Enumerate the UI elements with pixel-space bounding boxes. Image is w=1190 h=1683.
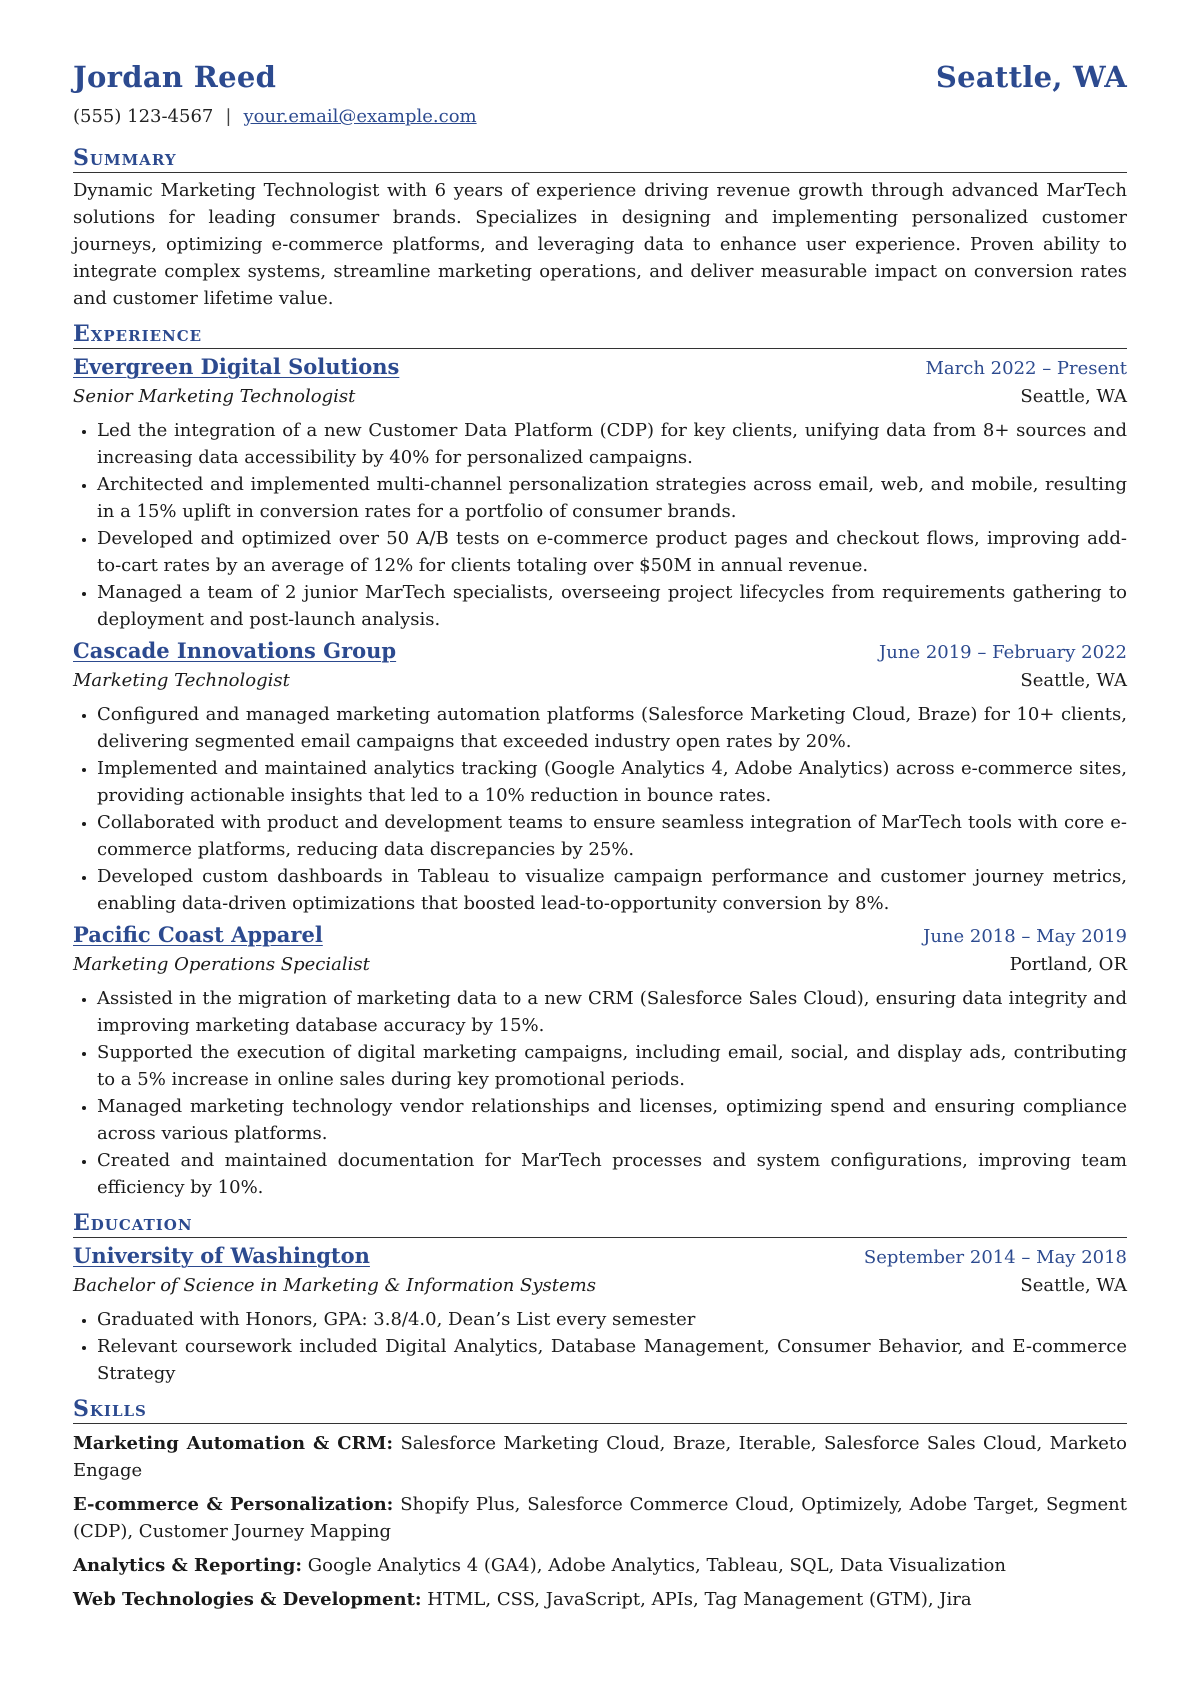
bullet-item: • Configured and managed marketing automation platforms (Salesforce Marketing Cloud, Braze) for 10+ clients, delivering segmented email campaigns that exceeded industry open rates by 20%. (97, 701, 1127, 755)
bullet-item: • Assisted in the migration of marketing data to a new CRM (Salesforce Sales Cloud), ensuring data integrity and improving marketing database accuracy by 15%. (97, 985, 1127, 1039)
bullet-item: • Led the integration of a new Customer Data Platform (CDP) for key clients, unifying data from 8+ sources and increasing data accessibility by 40% for personalized campaigns. (97, 417, 1127, 471)
skill-line (73, 1430, 1127, 1484)
job-dates: March 2022 – Present (925, 358, 1127, 379)
contact-separator: | (225, 106, 232, 127)
bullet-item: • Developed and optimized over 50 A/B tests on e-commerce product pages and checkout flows, improving add-to-cart rates by an average of 12% for clients totaling over $50M in annual revenue. (97, 525, 1127, 579)
candidate-location: Seattle, WA (935, 60, 1127, 94)
bullet-item: • Relevant coursework included Digital Analytics, Database Management, Consumer Behavior, and E-commerce Strategy (97, 1333, 1127, 1387)
company-name[interactable]: Cascade Innovations Group (73, 638, 397, 663)
job-entry (73, 637, 1127, 917)
skill-category: Analytics & Reporting: (73, 1555, 302, 1576)
education-dates: September 2014 – May 2018 (863, 1247, 1127, 1268)
skill-items: Salesforce Marketing Cloud, Braze, Iterable, Salesforce Sales Cloud, Marketo Engage (73, 1433, 1127, 1481)
bullet-item: • Collaborated with product and development teams to ensure seamless integration of MarTech tools with core e-commerce platforms, reducing data discrepancies by 25%. (97, 809, 1127, 863)
section-title-skills: Skills (73, 1396, 1127, 1424)
job-dates: June 2019 – February 2022 (879, 642, 1127, 663)
section-title-summary: Summary (73, 145, 1127, 173)
bullet-item: • Created and maintained documentation for MarTech processes and system configurations, improving team efficiency by 10%. (97, 1147, 1127, 1201)
skill-category: Marketing Automation & CRM: (73, 1433, 394, 1454)
job-entry (73, 921, 1127, 1201)
resume-page (73, 60, 1127, 1613)
phone-number: (555) 123-4567 (73, 106, 214, 127)
candidate-name: Jordan Reed (73, 60, 277, 94)
skill-line (73, 1491, 1127, 1545)
section-title-education: Education (73, 1210, 1127, 1238)
skill-line (73, 1586, 1127, 1613)
bullet-item: • Developed custom dashboards in Tableau to visualize campaign performance and customer journey metrics, enabling data-driven optimizations that boosted lead-to-opportunity conversion by 8%. (97, 863, 1127, 917)
company-name[interactable]: Pacific Coast Apparel (73, 922, 323, 947)
summary-text: Dynamic Marketing Technologist with 6 years of experience driving revenue growth through advanced MarTech solutions for leading consumer brands. Specializes in designing and implementing personalized customer journeys, optimizing e-commerce platforms, and leveraging data to enhance user experience. Proven ability to integrate complex systems, streamline marketing operations, and deliver measurable impact on conversion rates and customer lifetime value. (73, 180, 1127, 309)
job-dates: June 2018 – May 2019 (923, 926, 1127, 947)
skill-line (73, 1552, 1127, 1579)
education-bullets (73, 1306, 1127, 1387)
contact-line (73, 106, 1127, 136)
degree-title: Bachelor of Science in Marketing & Information Systems (73, 1275, 596, 1296)
job-title: Marketing Operations Specialist (73, 954, 370, 975)
email-link[interactable]: your.email@example.com (243, 106, 477, 127)
education-location: Seattle, WA (1020, 1275, 1127, 1296)
skills-list (73, 1430, 1127, 1613)
company-name[interactable]: Evergreen Digital Solutions (73, 354, 400, 379)
job-entry (73, 353, 1127, 633)
skill-items: HTML, CSS, JavaScript, APIs, Tag Management (GTM), Jira (427, 1589, 972, 1610)
job-title: Senior Marketing Technologist (73, 386, 356, 407)
bullet-item: • Managed a team of 2 junior MarTech specialists, overseeing project lifecycles from requirements gathering to deployment and post-launch analysis. (97, 579, 1127, 633)
job-bullets (73, 417, 1127, 633)
bullet-item: • Managed marketing technology vendor relationships and licenses, optimizing spend and ensuring compliance across various platforms. (97, 1093, 1127, 1147)
skill-items: Google Analytics 4 (GA4), Adobe Analytics, Tableau, SQL, Data Visualization (307, 1555, 1006, 1576)
bullet-item: • Graduated with Honors, GPA: 3.8/4.0, Dean’s List every semester (97, 1306, 1127, 1333)
bullet-item: • Supported the execution of digital marketing campaigns, including email, social, and display ads, contributing to a 5% increase in online sales during key promotional periods. (97, 1039, 1127, 1093)
school-name[interactable]: University of Washington (73, 1243, 370, 1268)
job-bullets (73, 985, 1127, 1201)
bullet-item: • Implemented and maintained analytics tracking (Google Analytics 4, Adobe Analytics) across e-commerce sites, providing actionable insights that led to a 10% reduction in bounce rates. (97, 755, 1127, 809)
education-entry (73, 1242, 1127, 1387)
resume-header (73, 60, 1127, 104)
job-location: Portland, OR (1009, 954, 1127, 975)
job-title: Marketing Technologist (73, 670, 290, 691)
job-bullets (73, 701, 1127, 917)
job-location: Seattle, WA (1020, 670, 1127, 691)
skill-category: E-commerce & Personalization: (73, 1494, 394, 1515)
skill-items: Shopify Plus, Salesforce Commerce Cloud, Optimizely, Adobe Target, Segment (CDP), Customer Journey Mapping (73, 1494, 1128, 1542)
job-location: Seattle, WA (1020, 386, 1127, 407)
bullet-item: • Architected and implemented multi-channel personalization strategies across email, web, and mobile, resulting in a 15% uplift in conversion rates for a portfolio of consumer brands. (97, 471, 1127, 525)
section-title-experience: Experience (73, 321, 1127, 349)
skill-category: Web Technologies & Development: (73, 1589, 422, 1610)
